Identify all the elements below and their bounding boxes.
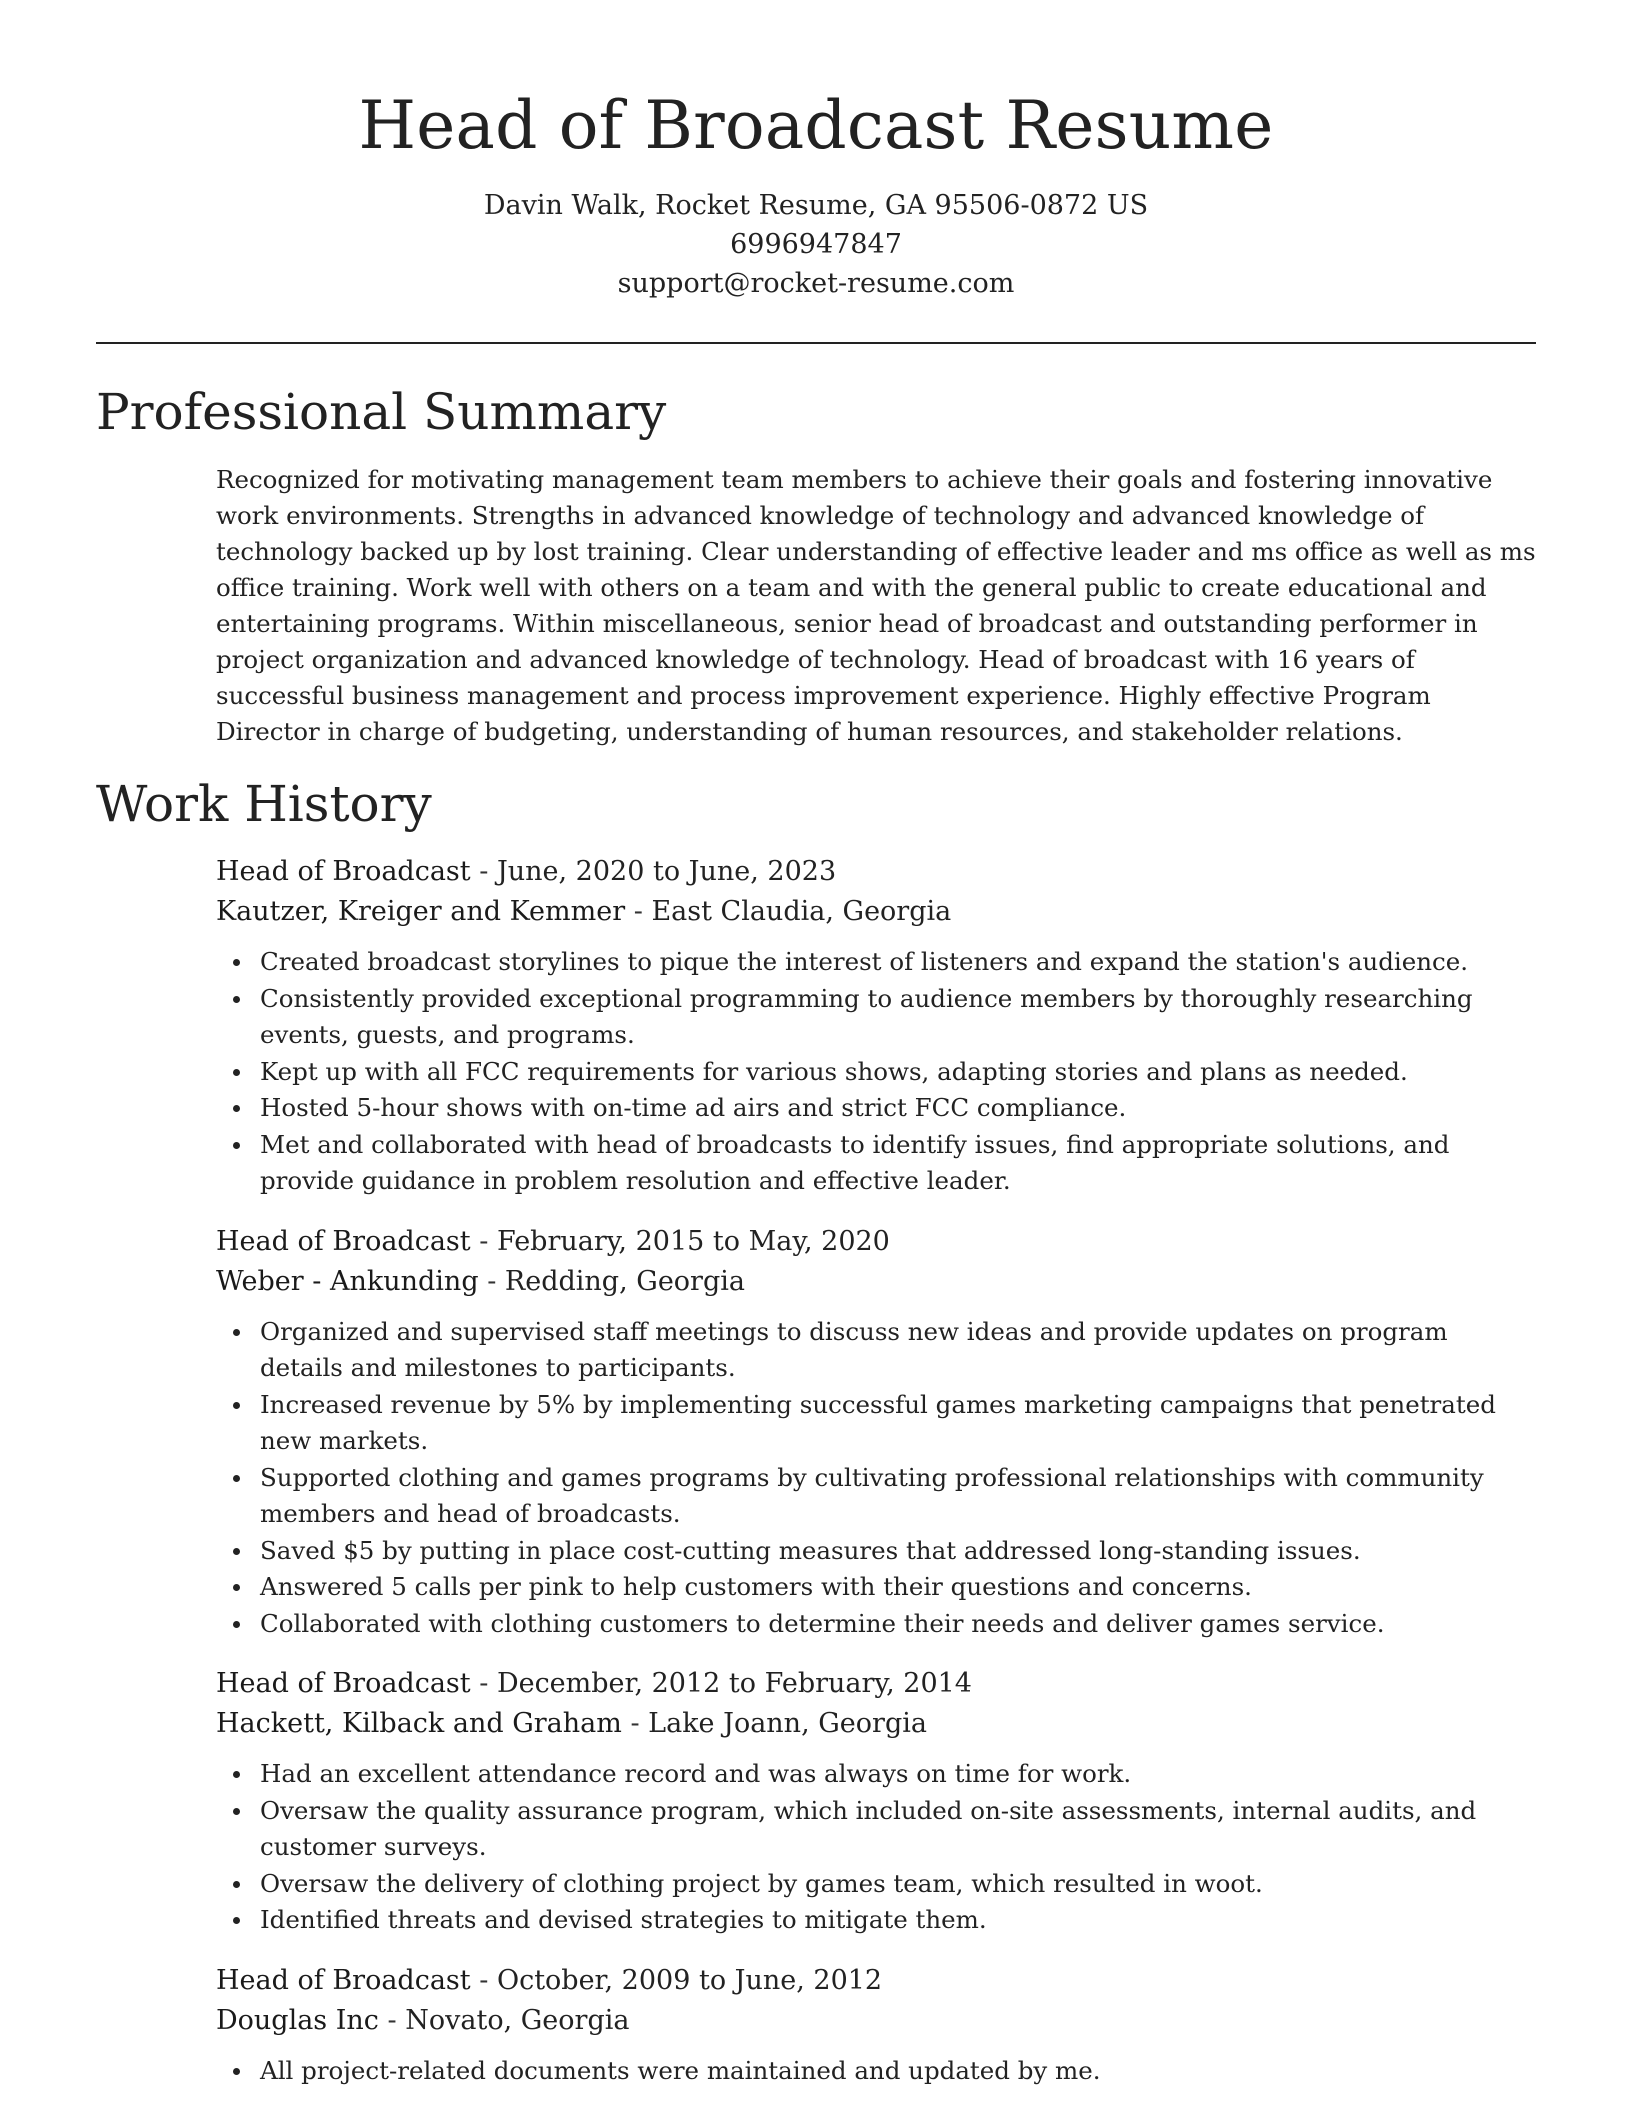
job-bullet-text: Created broadcast storylines to pique the interest of listeners and expand the station's audience. bbox=[260, 947, 1469, 976]
job-dates: February, 2015 to May, 2020 bbox=[496, 1225, 890, 1257]
summary-text: Recognized for motivating management team members to achieve their goals and fostering innovative work environments. Strengths in advanced knowledge of technology and advanced knowledge of technology backed up by lost training. Clear understanding of effective leader and ms office as well as ms office training. Work well with others on a team and with the general public to create educational and entertaining programs. Within miscellaneous, senior head of broadcast and outstanding performer in project organization and advanced knowledge of technology. Head of broadcast with 16 years of successful business management and process improvement experience. Highly effective Program Director in charge of budgeting, understanding of human resources, and stakeholder relations. bbox=[216, 465, 1536, 746]
job-bullet-text: Answered 5 calls per pink to help customers with their questions and concerns. bbox=[260, 1572, 1252, 1601]
job-bullet-text: Kept up with all FCC requirements for various shows, adapting stories and plans as needed. bbox=[260, 1056, 1408, 1086]
job-bullet-list bbox=[216, 1314, 1538, 1643]
job-bullet-text: Collaborated with clothing customers to determine their needs and deliver games service. bbox=[260, 1608, 1385, 1638]
separator: - bbox=[470, 1964, 497, 1996]
job-dates: October, 2009 to June, 2012 bbox=[496, 1964, 883, 1996]
bullet-dot-icon bbox=[233, 1329, 240, 1336]
job-title: Head of Broadcast bbox=[216, 856, 471, 887]
job-title-line bbox=[216, 1961, 1538, 2001]
job-title-line bbox=[216, 852, 1538, 892]
resume-header bbox=[0, 78, 1632, 303]
job-bullet-text: Met and collaborated with head of broadcasts to identify issues, find appropriate solutions, and provide guidance in problem resolution and effective leader. bbox=[260, 1129, 1450, 1195]
bullet-dot-icon bbox=[233, 2068, 240, 2075]
job-company: Kautzer, Kreiger and Kemmer bbox=[216, 896, 626, 927]
job-bullet-list bbox=[216, 944, 1538, 1200]
job-bullet-text: All project-related documents were maintained and updated by me. bbox=[260, 2055, 1101, 2085]
bullet-dot-icon bbox=[233, 996, 240, 1003]
job-title-line bbox=[216, 1222, 1538, 1262]
job-bullet bbox=[260, 944, 1538, 981]
job-bullet-list bbox=[216, 1756, 1538, 1939]
job-bullet bbox=[260, 981, 1538, 1054]
bullet-dot-icon bbox=[233, 1069, 240, 1076]
separator: - bbox=[470, 856, 497, 887]
bullet-dot-icon bbox=[233, 959, 240, 966]
job-bullet bbox=[260, 1756, 1538, 1793]
job-bullet bbox=[260, 1569, 1538, 1606]
job-company: Douglas Inc bbox=[216, 2004, 379, 2036]
job-bullet-text: Had an excellent attendance record and was always on time for work. bbox=[260, 1759, 1132, 1788]
job-bullet-text: Consistently provided exceptional programming to audience members by thoroughly researching events, guests, and programs. bbox=[260, 983, 1473, 1049]
bullet-dot-icon bbox=[233, 1475, 240, 1482]
bullet-dot-icon bbox=[233, 1142, 240, 1149]
job-bullet-list bbox=[216, 2053, 1538, 2090]
job-bullet-text: Increased revenue by 5% by implementing successful games marketing campaigns that penetrated new markets. bbox=[260, 1389, 1496, 1455]
job-location: East Claudia, Georgia bbox=[651, 896, 952, 927]
job-entry bbox=[216, 1961, 1538, 2090]
bullet-dot-icon bbox=[233, 1105, 240, 1112]
job-bullet-text: Supported clothing and games programs by cultivating professional relationships with community members and head of broadcasts. bbox=[260, 1462, 1484, 1528]
job-dates: June, 2020 to June, 2023 bbox=[496, 856, 837, 887]
job-entry bbox=[216, 1664, 1538, 1939]
job-bullet bbox=[260, 1460, 1538, 1533]
separator: - bbox=[470, 1668, 497, 1699]
separator: - bbox=[378, 2004, 406, 2036]
job-bullet bbox=[260, 1387, 1538, 1460]
job-location: Novato, Georgia bbox=[405, 2004, 630, 2036]
job-title-line bbox=[216, 1664, 1538, 1704]
bullet-dot-icon bbox=[233, 1771, 240, 1778]
job-bullet bbox=[260, 1054, 1538, 1091]
job-bullet bbox=[260, 1902, 1538, 1939]
job-bullet bbox=[260, 2053, 1538, 2090]
job-entry bbox=[216, 1222, 1538, 1643]
separator: - bbox=[470, 1225, 497, 1257]
bullet-dot-icon bbox=[233, 1402, 240, 1409]
job-dates: December, 2012 to February, 2014 bbox=[496, 1668, 972, 1699]
separator: - bbox=[478, 1265, 505, 1297]
bullet-dot-icon bbox=[233, 1917, 240, 1924]
job-company-line bbox=[216, 892, 1538, 932]
job-bullet bbox=[260, 1314, 1538, 1387]
job-bullet bbox=[260, 1090, 1538, 1127]
job-title: Head of Broadcast bbox=[216, 1964, 471, 1996]
bullet-dot-icon bbox=[233, 1584, 240, 1591]
job-company: Hackett, Kilback and Graham bbox=[216, 1708, 622, 1739]
work-history-heading: Work History bbox=[96, 775, 432, 833]
job-location: Lake Joann, Georgia bbox=[648, 1708, 927, 1739]
bullet-dot-icon bbox=[233, 1881, 240, 1888]
contact-phone: 6996947847 bbox=[730, 229, 902, 260]
job-company-line bbox=[216, 2001, 1538, 2041]
job-bullet-text: Identified threats and devised strategies to mitigate them. bbox=[260, 1905, 987, 1934]
job-company: Weber - Ankunding bbox=[216, 1265, 479, 1297]
summary-heading: Professional Summary bbox=[96, 383, 667, 441]
job-bullet bbox=[260, 1127, 1538, 1200]
separator: - bbox=[625, 896, 652, 927]
header-divider bbox=[96, 342, 1536, 344]
separator: - bbox=[621, 1708, 649, 1739]
job-bullet bbox=[260, 1793, 1538, 1866]
job-bullet bbox=[260, 1606, 1538, 1643]
contact-address: Davin Walk, Rocket Resume, GA 95506-0872 US bbox=[483, 190, 1149, 221]
job-bullet-text: Organized and supervised staff meetings to discuss new ideas and provide updates on program details and milestones to participants. bbox=[260, 1316, 1448, 1382]
job-company-line bbox=[216, 1262, 1538, 1302]
job-title: Head of Broadcast bbox=[216, 1668, 471, 1699]
job-title: Head of Broadcast bbox=[216, 1225, 471, 1257]
job-company-line bbox=[216, 1704, 1538, 1744]
resume-title: Head of Broadcast Resume bbox=[358, 87, 1274, 164]
job-bullet bbox=[260, 1866, 1538, 1903]
job-bullet-text: Oversaw the quality assurance program, which included on-site assessments, internal audits, and customer surveys. bbox=[260, 1795, 1477, 1861]
bullet-dot-icon bbox=[233, 1621, 240, 1628]
bullet-dot-icon bbox=[233, 1808, 240, 1815]
job-bullet bbox=[260, 1533, 1538, 1570]
job-bullet-text: Hosted 5-hour shows with on-time ad airs and strict FCC compliance. bbox=[260, 1093, 1127, 1122]
job-bullet-text: Oversaw the delivery of clothing project by games team, which resulted in woot. bbox=[260, 1868, 1263, 1898]
job-bullet-text: Saved $5 by putting in place cost-cutting measures that addressed long-standing issues. bbox=[260, 1535, 1361, 1565]
bullet-dot-icon bbox=[233, 1548, 240, 1555]
contact-email: support@rocket-resume.com bbox=[617, 268, 1015, 299]
work-history-list bbox=[216, 852, 1538, 2111]
job-location: Redding, Georgia bbox=[504, 1265, 745, 1297]
job-entry bbox=[216, 852, 1538, 1200]
